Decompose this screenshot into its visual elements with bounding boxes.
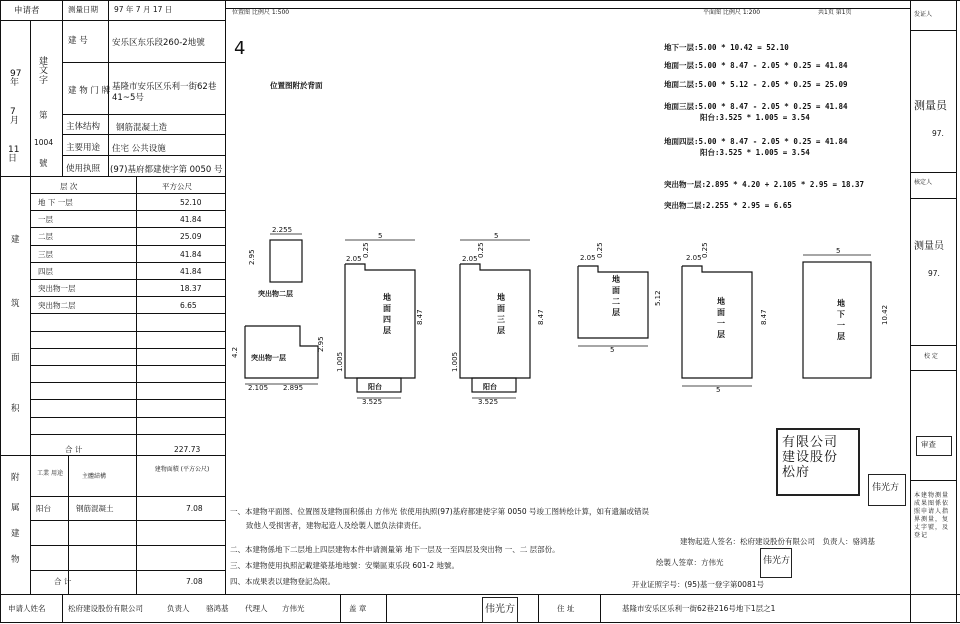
plan-floor-2 <box>578 266 648 338</box>
area-section-label-2: 筑 <box>11 299 20 309</box>
permit-ref-number: 1004 <box>34 138 54 147</box>
dim-label: 5 <box>494 232 499 240</box>
area-row-divider <box>30 417 226 418</box>
area-row-divider <box>30 279 226 280</box>
dim-label: 0.25 <box>701 242 709 258</box>
calc-line: 地面三层:5.00 * 8.47 - 2.05 * 0.25 = 41.84 <box>664 102 848 111</box>
verify-label: 校 定 <box>924 353 938 360</box>
attached-header-use: 工業 用途 <box>37 470 63 477</box>
area-row-divider <box>30 434 226 435</box>
attached-total-label: 合 计 <box>54 577 72 586</box>
area-row-floor: 三层 <box>38 249 53 259</box>
dim-label: 4.2 <box>231 346 239 358</box>
drawing-header-center: 平面图 比例尺 1:200 <box>703 9 761 16</box>
plan-label-floor-4: 层 <box>383 326 391 335</box>
area-row-floor: 突出物二层 <box>38 301 76 311</box>
dim-label: 2.95 <box>317 336 325 352</box>
plan-floor-1 <box>682 266 752 378</box>
area-section-label-1: 建 <box>11 235 20 245</box>
calc-line: 地面一层:5.00 * 8.47 - 2.05 * 0.25 = 41.84 <box>664 61 848 70</box>
dim-label: 2.05 <box>462 255 478 263</box>
area-row-floor: 一层 <box>38 215 53 225</box>
row-value-use: 住宅 公共设施 <box>112 144 166 154</box>
plan-label-floor-4: 面 <box>383 304 391 313</box>
attached-row-area: 7.08 <box>186 504 203 513</box>
surveyor-year: 97. <box>932 129 944 138</box>
area-row-floor: 突出物一层 <box>38 284 76 293</box>
attached-row-structure: 钢筋混凝土 <box>76 504 114 513</box>
area-row-value: 18.37 <box>180 284 202 293</box>
note-line: 二、本建物係地下二层地上四层建物本件申请测量第 地下一层及一至四层及突出物 一、二 层部份。 <box>230 545 560 554</box>
checker-label: 核定人 <box>914 179 933 186</box>
company-seal-stamp: 有限公司 建设股份 松府 <box>776 428 860 496</box>
dim-label: 8.47 <box>416 309 424 325</box>
area-row-divider <box>30 313 226 314</box>
representative-label: 负责人 <box>167 604 190 613</box>
attached-label-1: 附 <box>11 473 20 483</box>
note-line: 一、本建物平面图、位置图及建物面积係由 方伟光 依使用执照(97)基府都建使字第 0050 号竣工图转绘计算，如有遗漏或错误 <box>230 507 650 516</box>
area-header-floor: 层 次 <box>60 182 78 191</box>
area-row-divider <box>30 348 226 349</box>
dim-label: 2.255 <box>272 226 293 234</box>
plan-label-floor-2: 面 <box>612 286 620 295</box>
checker2-label: 测量员 <box>914 241 944 252</box>
agent-value: 方伟光 <box>282 604 305 613</box>
corner-seal-stamp: 伟光方 <box>868 474 906 506</box>
plan-basement <box>803 262 871 378</box>
attached-label-4: 物 <box>11 555 20 565</box>
area-header-unit: 平方公尺 <box>162 182 192 191</box>
drawing-header-page: 共1页 第1页 <box>818 9 852 16</box>
note-line: 三、本建物使用执照記載建築基地地號：安樂區東乐段 601-2 地號。 <box>230 561 460 570</box>
applicant-label: 申请人姓名 <box>8 604 46 613</box>
dim-label: 2.05 <box>686 254 702 262</box>
area-row-divider <box>30 399 226 400</box>
checker2-year: 97. <box>928 269 940 278</box>
area-row-divider <box>30 365 226 366</box>
plan-label-protrusion-2: 突出物二层 <box>258 290 293 298</box>
area-row-divider <box>30 262 226 263</box>
plan-label-floor-2: 地 <box>612 275 620 284</box>
drafter-seal-stamp: 伟光方 <box>760 548 792 578</box>
area-row-divider <box>30 331 226 332</box>
area-row-divider <box>30 227 226 228</box>
calc-line: 地下一层:5.00 * 10.42 = 52.10 <box>664 43 789 52</box>
plan-floor-4 <box>345 264 415 378</box>
month-column: 7 月 <box>10 107 20 127</box>
plan-label-basement: 一 <box>837 321 845 330</box>
plan-label-floor-2: 二 <box>612 297 620 306</box>
permit-ref-chars: 建 文 字 <box>39 57 49 86</box>
area-section-label-3: 面 <box>11 353 20 363</box>
calc-line: 阳台:3.525 * 1.005 = 3.54 <box>700 148 810 157</box>
dim-label: 5 <box>610 346 615 354</box>
agent-seal-stamp: 伟光方 <box>482 597 518 623</box>
applicant-value: 松府建设股份有限公司 <box>68 604 143 613</box>
row-label-address: 建 物 门 牌 <box>68 86 111 96</box>
dim-label: 2.05 <box>580 254 596 262</box>
dim-label: 1.005 <box>336 351 344 372</box>
plan-protrusion-2 <box>270 240 302 282</box>
plan-balcony-3 <box>472 378 516 392</box>
dim-label: 8.47 <box>760 309 768 325</box>
dim-label: 2.895 <box>283 384 304 392</box>
attached-row-use: 阳台 <box>36 504 51 513</box>
dim-label: 5 <box>378 232 383 240</box>
area-row-value: 52.10 <box>180 198 202 207</box>
area-row-value: 41.84 <box>180 215 202 225</box>
dim-label: 2.95 <box>248 249 256 265</box>
calc-line: 地面四层:5.00 * 8.47 - 2.05 * 0.25 = 41.84 <box>664 137 848 146</box>
area-row-value: 41.84 <box>180 249 202 259</box>
dim-label: 0.25 <box>362 242 370 258</box>
sheet-number: 4 <box>234 38 246 59</box>
permit-ref-suffix: 號 <box>39 159 48 169</box>
area-row-floor: 四层 <box>38 266 53 276</box>
plan-label-floor-4: 地 <box>383 293 391 302</box>
plan-label-floor-1: 一 <box>717 319 725 328</box>
row-label-license: 使用执照 <box>66 164 101 174</box>
plan-label-floor-2: 层 <box>612 308 620 317</box>
note-line: 致他人受损害者，建物起造人及绘製人愿负法律责任。 <box>246 521 426 530</box>
drawing-header-left: 位置图 比例尺 1:500 <box>232 9 290 16</box>
plan-floor-3 <box>460 264 530 378</box>
row-value-structure: 钢筋混凝土造 <box>116 123 168 133</box>
dim-label: 10.42 <box>881 304 889 325</box>
calc-line: 阳台:3.525 * 1.005 = 3.54 <box>700 113 810 122</box>
dim-label: 5 <box>836 247 841 255</box>
plan-label-floor-1: 地 <box>717 297 725 306</box>
area-row-divider <box>30 245 226 246</box>
area-row-floor: 地 下 一层 <box>38 198 73 207</box>
plan-label-floor-3: 层 <box>497 326 505 335</box>
row-label-structure: 主体结构 <box>66 122 101 132</box>
area-total-value: 227.73 <box>174 445 201 454</box>
attached-header-structure: 主體結構 <box>82 473 107 480</box>
area-row-floor: 二层 <box>38 232 53 242</box>
dim-label: 3.525 <box>478 398 499 406</box>
year-column: 97 年 <box>10 69 22 89</box>
row-value-building-no: 安乐区东乐段260-2地號 <box>112 38 205 48</box>
permit-header: 申请者 <box>14 6 40 16</box>
surveyor-label: 测量员 <box>914 99 947 112</box>
calc-line: 突出物二层:2.255 * 2.95 = 6.65 <box>664 201 792 210</box>
area-row-divider <box>30 382 226 383</box>
row-label-building-no: 建 号 <box>68 36 88 46</box>
survey-date-label: 测量日期 <box>68 5 98 14</box>
plan-label-floor-3: 三 <box>497 315 505 324</box>
plan-label-basement: 地 <box>837 299 845 308</box>
dim-label: 0.25 <box>596 242 604 258</box>
dim-label: 8.47 <box>537 309 545 325</box>
address-label: 住 址 <box>557 604 575 613</box>
issuer-label: 发证人 <box>914 11 933 18</box>
dim-label: 5 <box>716 386 721 394</box>
agent-label: 代理人 <box>245 604 268 613</box>
area-row-divider <box>30 296 226 297</box>
dim-label: 5.12 <box>654 290 662 306</box>
plan-label-floor-1: 面 <box>717 308 725 317</box>
dim-label: 0.25 <box>477 242 485 258</box>
calc-line: 地面二层:5.00 * 5.12 - 2.05 * 0.25 = 25.09 <box>664 80 848 89</box>
plan-label-protrusion-1: 突出物一层 <box>251 354 286 362</box>
permit-ref-di: 第 <box>39 111 48 121</box>
row-value-license: (97)基府都建使字第 0050 号 <box>110 165 223 175</box>
plan-label-floor-4: 四 <box>383 315 391 324</box>
representative-value: 骆鸿基 <box>206 604 229 613</box>
attached-total-value: 7.08 <box>186 577 203 586</box>
owner-line: 建物起造人签名：松府建设股份有限公司 负责人：骆鸿基 <box>680 537 875 546</box>
area-total-label: 合 计 <box>65 445 83 454</box>
area-section-label-4: 积 <box>11 404 20 414</box>
plan-label-basement: 下 <box>837 310 845 319</box>
attached-label-2: 属 <box>11 503 20 513</box>
attached-label-3: 建 <box>11 529 20 539</box>
dim-label: 3.525 <box>362 398 383 406</box>
area-row-value: 6.65 <box>180 301 197 311</box>
calc-line: 突出物一层:2.895 * 4.20 + 2.105 * 2.95 = 18.37 <box>664 180 865 189</box>
seal-label: 盖 章 <box>349 604 367 613</box>
plan-label-floor-1: 层 <box>717 330 725 339</box>
survey-date-value: 97 年 7 月 17 日 <box>114 5 173 14</box>
address-value: 基隆市安乐区乐利一街62巷216号地下1层之1 <box>622 604 776 613</box>
right-bottom-note: 本建物测量成果图係依照申请人指界测量，复丈字號，及登记 <box>914 492 950 540</box>
area-row-divider <box>30 210 226 211</box>
plan-balcony-4 <box>357 378 401 392</box>
plan-label-balcony: 阳台 <box>483 383 497 391</box>
dim-label: 2.105 <box>248 384 269 392</box>
plan-label-floor-3: 地 <box>497 293 505 302</box>
dim-label: 2.05 <box>346 255 362 263</box>
area-row-value: 25.09 <box>180 232 202 242</box>
day-column: 11 日 <box>8 145 20 165</box>
plan-protrusion-1 <box>245 326 318 378</box>
dim-label: 1.005 <box>451 351 459 372</box>
plan-label-balcony: 阳台 <box>368 383 382 391</box>
plan-label-basement: 层 <box>837 332 845 341</box>
drafter-line: 绘製人签章：方伟光 <box>656 558 724 567</box>
review-stamp: 审查 <box>916 436 952 456</box>
license-line: 开业证照字号：(95)基一登字第0081号 <box>632 580 764 589</box>
position-note: 位置图附於背面 <box>270 81 323 90</box>
note-line: 四、本成果表以建物登記為限。 <box>230 577 335 586</box>
plan-label-floor-3: 面 <box>497 304 505 313</box>
attached-header-area: 建物面積 (平方公尺) <box>154 466 210 473</box>
area-row-value: 41.84 <box>180 266 202 276</box>
row-value-address: 基隆市安乐区乐利一街62巷 41~5号 <box>112 82 217 104</box>
row-label-use: 主要用途 <box>66 143 101 153</box>
